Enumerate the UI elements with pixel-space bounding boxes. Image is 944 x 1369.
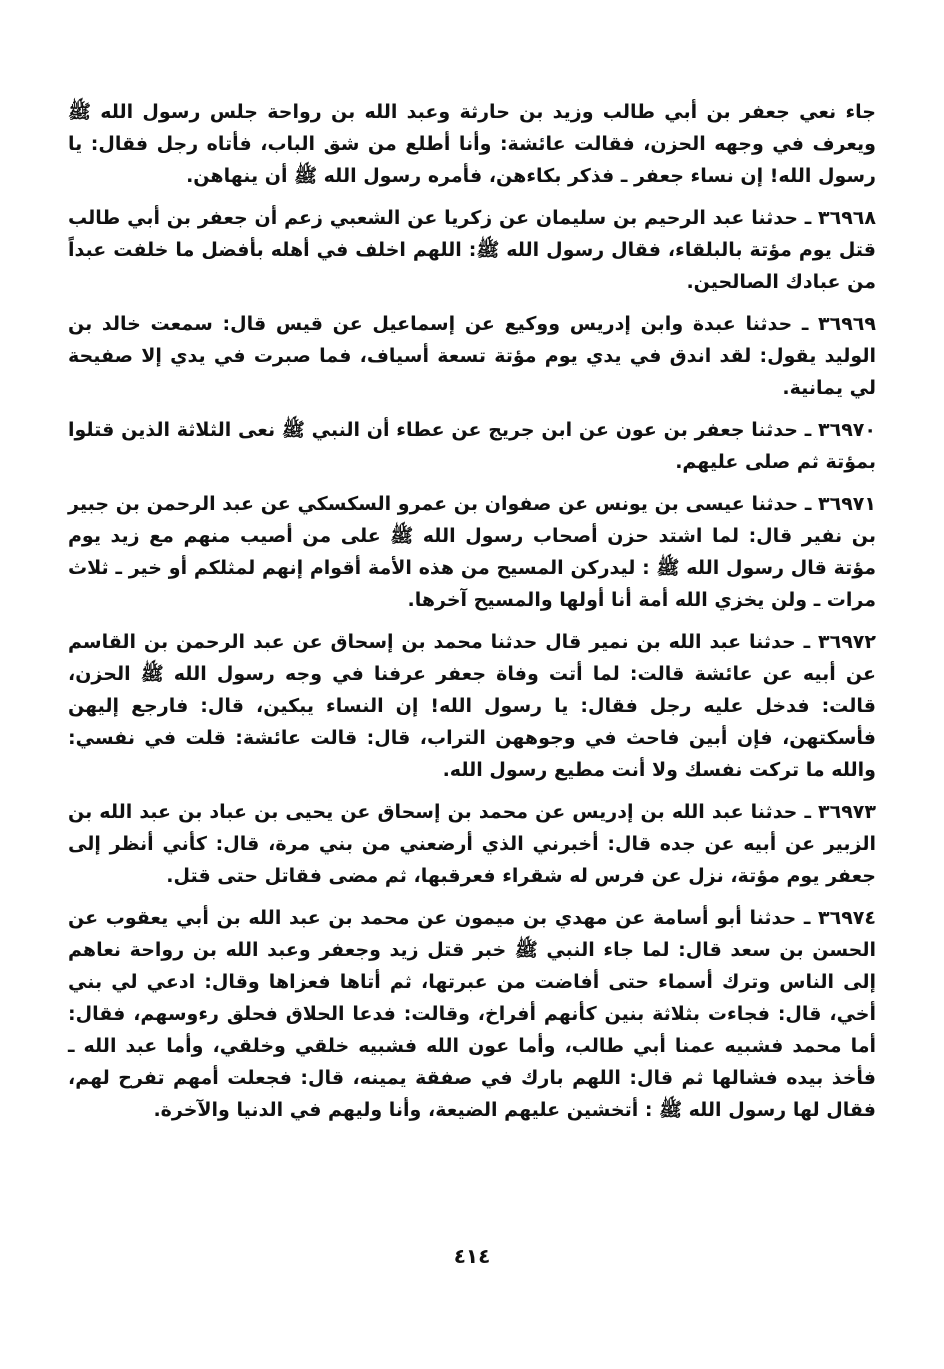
paragraph-2: ٣٦٩٦٨ ـ حدثنا عبد الرحيم بن سليمان عن زكريا عن الشعبي زعم أن جعفر بن أبي طالب قتل يوم مؤتة بالبلقاء، فقال رسول الله ﷺ: اللهم اخلف في أهله بأفضل ما خلفت عبداً من عبادك الصالحين. <box>68 207 876 293</box>
paragraph-1: جاء نعي جعفر بن أبي طالب وزيد بن حارثة وعبد الله بن رواحة جلس رسول الله ﷺ ويعرف في وجهه الحزن، فقالت عائشة: وأنا أطلع من شق الباب، فأتاه رجل فقال: يا رسول الله! إن نساء جعفر ـ فذكر بكاءهن، فأمره رسول الله ﷺ أن ينهاهن. <box>68 101 876 187</box>
paragraph-7: ٣٦٩٧٣ ـ حدثنا عبد الله بن إدريس عن محمد بن إسحاق عن يحيى بن عباد بن عبد الله بن الزبير عن أبيه عن جده قال: أخبرني الذي أرضعني من بني مرة، قال: كأني أنظر إلى جعفر يوم مؤتة، نزل عن فرس له شقراء فعرقبها، ثم مضى فقاتل حتى قتل. <box>68 801 876 887</box>
page-number: ٤١٤ <box>453 1244 491 1268</box>
paragraph-5: ٣٦٩٧١ ـ حدثنا عيسى بن يونس عن صفوان بن عمرو السكسكي عن عبد الرحمن بن جبير بن نفير قال: لما اشتد حزن أصحاب رسول الله ﷺ على من أصيب منهم مع زيد يوم مؤتة قال رسول الله ﷺ : ليدركن المسيح من هذه الأمة أقوام إنهم لمثلكم أو خير ـ ثلاث مرات ـ ولن يخزي الله أمة أنا أولها والمسيح آخرها. <box>68 493 876 611</box>
paragraph-3: ٣٦٩٦٩ ـ حدثنا عبدة وابن إدريس ووكيع عن إسماعيل عن قيس قال: سمعت خالد بن الوليد يقول: لقد اندق في يدي يوم مؤتة تسعة أسياف، فما صبرت في يدي إلا صفيحة لي يمانية. <box>68 313 876 399</box>
paragraph-8: ٣٦٩٧٤ ـ حدثنا أبو أسامة عن مهدي بن ميمون عن محمد بن عبد الله بن أبي يعقوب عن الحسن بن سعد قال: لما جاء النبي ﷺ خبر قتل زيد وجعفر وعبد الله بن رواحة نعاهم إلى الناس وترك أسماء حتى أفاضت من عبرتها، ثم أتاها فعزاها وقال: ادعي لي بني أخي، قال: فجاءت بثلاثة بنين كأنهم أفراخ، وقالت: فدعا الحلاق فحلق رءوسهم، فقال: أما محمد فشبيه عمنا أبي طالب، وأما عون الله فشبيه خلقي وخلقي، وأما عبد الله ـ فأخذ بيده فشالها ثم قال: اللهم بارك في صفقة يمينه، قال: فجعلت أمهم تفرح لهم، فقال لها رسول الله ﷺ : أتخشين عليهم الضيعة، وأنا وليهم في الدنيا والآخرة. <box>68 907 876 1121</box>
page-body <box>68 96 876 1136</box>
paragraph-4: ٣٦٩٧٠ ـ حدثنا جعفر بن عون عن ابن جريج عن عطاء أن النبي ﷺ نعى الثلاثة الذين قتلوا بمؤتة ثم صلى عليهم. <box>68 419 876 473</box>
paragraph-6: ٣٦٩٧٢ ـ حدثنا عبد الله بن نمير قال حدثنا محمد بن إسحاق عن عبد الرحمن بن القاسم عن أبيه عن عائشة قالت: لما أتت وفاة جعفر عرفنا في وجه رسول الله ﷺ الحزن، قالت: فدخل عليه رجل فقال: يا رسول الله! إن النساء يبكين، قال: فارجع إليهن فأسكتهن، فإن أبين فاحث في وجوههن التراب، قال: قالت عائشة: قلت في نفسي: والله ما تركت نفسك ولا أنت مطيع رسول الله. <box>68 631 876 781</box>
